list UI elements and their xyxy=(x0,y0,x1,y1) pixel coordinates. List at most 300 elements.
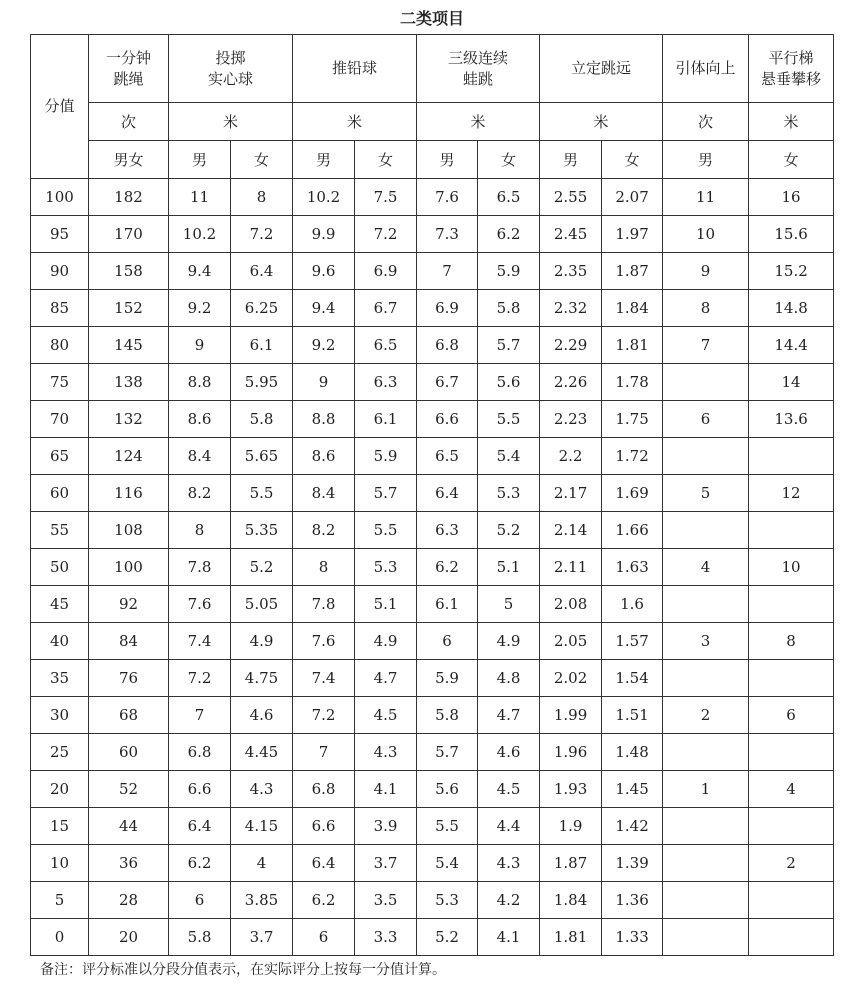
value-cell: 1.81 xyxy=(602,327,663,364)
value-cell xyxy=(663,882,749,919)
value-cell: 14.8 xyxy=(749,290,834,327)
value-cell: 182 xyxy=(89,179,169,216)
value-cell xyxy=(663,919,749,956)
value-cell: 6.2 xyxy=(293,882,355,919)
value-cell: 8 xyxy=(231,179,293,216)
value-cell: 5.5 xyxy=(478,401,540,438)
score-cell: 40 xyxy=(31,623,89,660)
value-cell: 2.11 xyxy=(540,549,602,586)
value-cell: 84 xyxy=(89,623,169,660)
value-cell xyxy=(749,882,834,919)
event-header-frog-jump xyxy=(417,35,540,103)
value-cell: 4.4 xyxy=(478,808,540,845)
value-cell: 5.9 xyxy=(417,660,478,697)
value-cell: 1.36 xyxy=(602,882,663,919)
value-cell: 1.93 xyxy=(540,771,602,808)
value-cell: 8.2 xyxy=(293,512,355,549)
table-row xyxy=(31,586,834,623)
table-title: 二类项目 xyxy=(399,9,464,28)
value-cell: 7.3 xyxy=(417,216,478,253)
value-cell: 2.45 xyxy=(540,216,602,253)
table-row xyxy=(31,697,834,734)
value-cell: 4.9 xyxy=(231,623,293,660)
value-cell: 1.57 xyxy=(602,623,663,660)
value-cell: 5.1 xyxy=(355,586,417,623)
value-cell: 152 xyxy=(89,290,169,327)
value-cell: 4.5 xyxy=(355,697,417,734)
value-cell: 9 xyxy=(663,253,749,290)
value-cell: 5.1 xyxy=(478,549,540,586)
value-cell: 5.6 xyxy=(417,771,478,808)
value-cell: 145 xyxy=(89,327,169,364)
value-cell: 9.4 xyxy=(169,253,231,290)
value-cell: 12 xyxy=(749,475,834,512)
score-cell: 75 xyxy=(31,364,89,401)
table-row xyxy=(31,808,834,845)
table-row xyxy=(31,919,834,956)
table-row xyxy=(31,327,834,364)
table-row xyxy=(31,179,834,216)
value-cell: 5.3 xyxy=(478,475,540,512)
value-cell: 2.2 xyxy=(540,438,602,475)
value-cell: 9.4 xyxy=(293,290,355,327)
value-cell: 3.9 xyxy=(355,808,417,845)
value-cell: 6.7 xyxy=(355,290,417,327)
value-cell: 4.8 xyxy=(478,660,540,697)
value-cell: 1.6 xyxy=(602,586,663,623)
value-cell: 1.48 xyxy=(602,734,663,771)
value-cell: 1.81 xyxy=(540,919,602,956)
value-cell: 6.4 xyxy=(293,845,355,882)
score-cell: 5 xyxy=(31,882,89,919)
gender-cell: 男 xyxy=(663,141,749,179)
table-row xyxy=(31,364,834,401)
value-cell: 4.9 xyxy=(355,623,417,660)
value-cell: 15.2 xyxy=(749,253,834,290)
value-cell xyxy=(663,808,749,845)
value-cell: 116 xyxy=(89,475,169,512)
value-cell: 2.35 xyxy=(540,253,602,290)
value-cell: 6.4 xyxy=(169,808,231,845)
value-cell: 5.95 xyxy=(231,364,293,401)
value-cell: 7 xyxy=(169,697,231,734)
value-cell: 4.75 xyxy=(231,660,293,697)
value-cell: 2.17 xyxy=(540,475,602,512)
value-cell: 6.6 xyxy=(169,771,231,808)
value-cell: 5.05 xyxy=(231,586,293,623)
table-row xyxy=(31,734,834,771)
value-cell: 8.2 xyxy=(169,475,231,512)
value-cell: 9.2 xyxy=(169,290,231,327)
table-row xyxy=(31,216,834,253)
event-header-pull-up: 引体向上 xyxy=(663,35,749,103)
score-cell: 0 xyxy=(31,919,89,956)
table-row xyxy=(31,623,834,660)
value-cell: 1.39 xyxy=(602,845,663,882)
value-cell: 4.7 xyxy=(355,660,417,697)
value-cell: 10 xyxy=(749,549,834,586)
event-header-ladder-l2: 悬垂攀移 xyxy=(761,69,822,88)
value-cell: 6 xyxy=(169,882,231,919)
score-cell: 95 xyxy=(31,216,89,253)
value-cell xyxy=(749,512,834,549)
value-cell: 7 xyxy=(293,734,355,771)
value-cell: 1.87 xyxy=(540,845,602,882)
event-header-ladder xyxy=(749,35,834,103)
value-cell: 4.3 xyxy=(231,771,293,808)
value-cell: 4.1 xyxy=(355,771,417,808)
event-header-shot-put: 推铅球 xyxy=(293,35,417,103)
value-cell: 15.6 xyxy=(749,216,834,253)
value-cell: 158 xyxy=(89,253,169,290)
value-cell xyxy=(663,845,749,882)
value-cell: 11 xyxy=(169,179,231,216)
value-cell: 8 xyxy=(293,549,355,586)
value-cell: 5.2 xyxy=(417,919,478,956)
value-cell: 5.8 xyxy=(478,290,540,327)
value-cell: 6.8 xyxy=(293,771,355,808)
value-cell: 4 xyxy=(749,771,834,808)
value-cell: 7.4 xyxy=(169,623,231,660)
value-cell: 14.4 xyxy=(749,327,834,364)
value-cell: 4.5 xyxy=(478,771,540,808)
value-cell: 6.1 xyxy=(355,401,417,438)
value-cell: 8 xyxy=(169,512,231,549)
value-cell xyxy=(749,919,834,956)
table-row xyxy=(31,549,834,586)
value-cell: 5.7 xyxy=(417,734,478,771)
value-cell: 170 xyxy=(89,216,169,253)
value-cell: 4.3 xyxy=(355,734,417,771)
value-cell: 8 xyxy=(749,623,834,660)
value-cell: 68 xyxy=(89,697,169,734)
value-cell: 6.7 xyxy=(417,364,478,401)
value-cell: 10 xyxy=(663,216,749,253)
value-cell: 3.7 xyxy=(355,845,417,882)
value-cell: 1.78 xyxy=(602,364,663,401)
value-cell: 6 xyxy=(749,697,834,734)
value-cell: 6.2 xyxy=(478,216,540,253)
value-cell xyxy=(749,808,834,845)
value-cell: 2.02 xyxy=(540,660,602,697)
value-cell: 6.5 xyxy=(478,179,540,216)
table-row xyxy=(31,845,834,882)
gender-cell: 男女 xyxy=(89,141,169,179)
value-cell: 6.4 xyxy=(417,475,478,512)
event-header-rope-skipping-l1: 一分钟 xyxy=(105,48,151,67)
value-cell: 1.84 xyxy=(540,882,602,919)
event-header-medicine-ball-l1: 投掷 xyxy=(215,48,246,67)
value-cell: 4 xyxy=(663,549,749,586)
value-cell: 4.9 xyxy=(478,623,540,660)
value-cell: 8.8 xyxy=(293,401,355,438)
value-cell: 5.8 xyxy=(417,697,478,734)
value-cell: 6.9 xyxy=(355,253,417,290)
value-cell: 5.2 xyxy=(478,512,540,549)
value-cell: 124 xyxy=(89,438,169,475)
gender-cell: 男 xyxy=(540,141,602,179)
unit-cell: 次 xyxy=(663,103,749,141)
value-cell: 7 xyxy=(663,327,749,364)
score-cell: 50 xyxy=(31,549,89,586)
gender-cell: 男 xyxy=(169,141,231,179)
value-cell: 7.6 xyxy=(293,623,355,660)
value-cell: 7.8 xyxy=(169,549,231,586)
score-cell: 65 xyxy=(31,438,89,475)
value-cell: 3.5 xyxy=(355,882,417,919)
value-cell: 5.2 xyxy=(231,549,293,586)
score-cell: 100 xyxy=(31,179,89,216)
value-cell: 4.15 xyxy=(231,808,293,845)
value-cell: 1.72 xyxy=(602,438,663,475)
gender-cell: 女 xyxy=(602,141,663,179)
value-cell: 6.4 xyxy=(231,253,293,290)
value-cell: 20 xyxy=(89,919,169,956)
score-cell: 90 xyxy=(31,253,89,290)
value-cell: 5.4 xyxy=(417,845,478,882)
value-cell: 8.6 xyxy=(169,401,231,438)
unit-cell: 米 xyxy=(540,103,663,141)
value-cell xyxy=(663,586,749,623)
value-cell: 8 xyxy=(663,290,749,327)
value-cell: 5.3 xyxy=(355,549,417,586)
event-header-rope-skipping xyxy=(89,35,169,103)
score-cell: 20 xyxy=(31,771,89,808)
unit-cell: 米 xyxy=(749,103,834,141)
value-cell: 9.6 xyxy=(293,253,355,290)
event-header-medicine-ball-l2: 实心球 xyxy=(208,69,254,88)
value-cell: 5.4 xyxy=(478,438,540,475)
value-cell: 5.5 xyxy=(355,512,417,549)
value-cell: 6.8 xyxy=(417,327,478,364)
value-cell: 76 xyxy=(89,660,169,697)
table-row xyxy=(31,475,834,512)
value-cell: 1.84 xyxy=(602,290,663,327)
value-cell: 2.08 xyxy=(540,586,602,623)
value-cell: 8.4 xyxy=(293,475,355,512)
value-cell: 5 xyxy=(478,586,540,623)
value-cell: 1.75 xyxy=(602,401,663,438)
value-cell: 28 xyxy=(89,882,169,919)
value-cell: 7.2 xyxy=(293,697,355,734)
value-cell: 5.9 xyxy=(478,253,540,290)
value-cell: 1.54 xyxy=(602,660,663,697)
value-cell: 3 xyxy=(663,623,749,660)
value-cell: 6.6 xyxy=(293,808,355,845)
value-cell: 3.85 xyxy=(231,882,293,919)
value-cell: 6.8 xyxy=(169,734,231,771)
value-cell: 7.5 xyxy=(355,179,417,216)
table-row xyxy=(31,771,834,808)
value-cell: 6.3 xyxy=(417,512,478,549)
value-cell: 4.3 xyxy=(478,845,540,882)
value-cell: 5.6 xyxy=(478,364,540,401)
value-cell xyxy=(663,438,749,475)
footnote: 备注：评分标准以分段分值表示，在实际评分上按每一分值计算。 xyxy=(40,962,446,978)
value-cell: 6.25 xyxy=(231,290,293,327)
value-cell: 10.2 xyxy=(169,216,231,253)
value-cell: 5.8 xyxy=(169,919,231,956)
event-header-long-jump: 立定跳远 xyxy=(540,35,663,103)
value-cell: 6.1 xyxy=(417,586,478,623)
table-row xyxy=(31,253,834,290)
value-cell: 132 xyxy=(89,401,169,438)
value-cell: 6.6 xyxy=(417,401,478,438)
value-cell: 3.7 xyxy=(231,919,293,956)
value-cell: 9 xyxy=(293,364,355,401)
table-row xyxy=(31,512,834,549)
value-cell: 1 xyxy=(663,771,749,808)
score-cell: 10 xyxy=(31,845,89,882)
value-cell: 2.05 xyxy=(540,623,602,660)
value-cell: 6 xyxy=(417,623,478,660)
value-cell: 2.26 xyxy=(540,364,602,401)
value-cell: 44 xyxy=(89,808,169,845)
value-cell: 1.45 xyxy=(602,771,663,808)
value-cell: 4.2 xyxy=(478,882,540,919)
gender-cell: 男 xyxy=(293,141,355,179)
value-cell: 16 xyxy=(749,179,834,216)
value-cell: 60 xyxy=(89,734,169,771)
value-cell xyxy=(663,364,749,401)
table-row xyxy=(31,401,834,438)
unit-cell: 米 xyxy=(293,103,417,141)
value-cell: 7.2 xyxy=(231,216,293,253)
score-cell: 85 xyxy=(31,290,89,327)
value-cell: 14 xyxy=(749,364,834,401)
value-cell: 1.99 xyxy=(540,697,602,734)
score-column-header: 分值 xyxy=(31,35,89,179)
unit-cell: 次 xyxy=(89,103,169,141)
value-cell: 4.6 xyxy=(231,697,293,734)
table-row xyxy=(31,660,834,697)
value-cell: 92 xyxy=(89,586,169,623)
value-cell: 5.5 xyxy=(417,808,478,845)
value-cell: 4 xyxy=(231,845,293,882)
value-cell: 7.2 xyxy=(355,216,417,253)
table-row xyxy=(31,290,834,327)
value-cell: 1.87 xyxy=(602,253,663,290)
value-cell: 6.5 xyxy=(355,327,417,364)
value-cell: 7.8 xyxy=(293,586,355,623)
value-cell: 1.97 xyxy=(602,216,663,253)
value-cell: 3.3 xyxy=(355,919,417,956)
value-cell: 7.4 xyxy=(293,660,355,697)
value-cell xyxy=(749,586,834,623)
score-cell: 35 xyxy=(31,660,89,697)
value-cell: 5.5 xyxy=(231,475,293,512)
gender-cell: 女 xyxy=(355,141,417,179)
value-cell: 9.9 xyxy=(293,216,355,253)
value-cell: 6.2 xyxy=(169,845,231,882)
event-header-rope-skipping-l2: 跳绳 xyxy=(113,69,144,88)
value-cell: 1.96 xyxy=(540,734,602,771)
table-row xyxy=(31,882,834,919)
value-cell: 6 xyxy=(663,401,749,438)
event-header-ladder-l1: 平行梯 xyxy=(768,48,814,67)
score-cell: 45 xyxy=(31,586,89,623)
value-cell: 2 xyxy=(749,845,834,882)
value-cell: 2 xyxy=(663,697,749,734)
value-cell: 2.32 xyxy=(540,290,602,327)
value-cell: 8.6 xyxy=(293,438,355,475)
value-cell: 7.6 xyxy=(169,586,231,623)
unit-cell: 米 xyxy=(169,103,293,141)
value-cell: 6.9 xyxy=(417,290,478,327)
value-cell: 2.14 xyxy=(540,512,602,549)
value-cell: 5.8 xyxy=(231,401,293,438)
score-cell: 25 xyxy=(31,734,89,771)
value-cell: 5.65 xyxy=(231,438,293,475)
value-cell xyxy=(749,734,834,771)
value-cell: 100 xyxy=(89,549,169,586)
value-cell: 4.45 xyxy=(231,734,293,771)
value-cell: 9.2 xyxy=(293,327,355,364)
value-cell xyxy=(749,660,834,697)
score-cell: 15 xyxy=(31,808,89,845)
value-cell: 5.7 xyxy=(478,327,540,364)
value-cell: 7 xyxy=(417,253,478,290)
value-cell: 6.1 xyxy=(231,327,293,364)
value-cell: 8.4 xyxy=(169,438,231,475)
value-cell: 1.66 xyxy=(602,512,663,549)
value-cell: 6.5 xyxy=(417,438,478,475)
value-cell: 1.33 xyxy=(602,919,663,956)
value-cell: 1.69 xyxy=(602,475,663,512)
value-cell: 11 xyxy=(663,179,749,216)
gender-cell: 女 xyxy=(749,141,834,179)
value-cell: 6 xyxy=(293,919,355,956)
value-cell: 1.42 xyxy=(602,808,663,845)
score-cell: 30 xyxy=(31,697,89,734)
value-cell: 2.29 xyxy=(540,327,602,364)
value-cell: 36 xyxy=(89,845,169,882)
value-cell: 13.6 xyxy=(749,401,834,438)
table-body xyxy=(31,179,834,956)
value-cell: 1.9 xyxy=(540,808,602,845)
value-cell: 52 xyxy=(89,771,169,808)
value-cell: 5.7 xyxy=(355,475,417,512)
table-row xyxy=(31,438,834,475)
unit-cell: 米 xyxy=(417,103,540,141)
value-cell: 6.2 xyxy=(417,549,478,586)
value-cell: 2.23 xyxy=(540,401,602,438)
gender-cell: 男 xyxy=(417,141,478,179)
value-cell: 108 xyxy=(89,512,169,549)
score-cell: 60 xyxy=(31,475,89,512)
value-cell: 4.1 xyxy=(478,919,540,956)
value-cell xyxy=(663,734,749,771)
value-cell xyxy=(749,438,834,475)
gender-cell: 女 xyxy=(478,141,540,179)
value-cell: 5.35 xyxy=(231,512,293,549)
score-cell: 55 xyxy=(31,512,89,549)
value-cell: 1.63 xyxy=(602,549,663,586)
value-cell: 9 xyxy=(169,327,231,364)
scoring-table xyxy=(30,34,834,956)
event-header-frog-jump-l1: 三级连续 xyxy=(448,48,509,67)
value-cell: 5.3 xyxy=(417,882,478,919)
score-cell: 70 xyxy=(31,401,89,438)
value-cell: 7.6 xyxy=(417,179,478,216)
event-header-frog-jump-l2: 蛙跳 xyxy=(463,69,494,88)
value-cell: 5 xyxy=(663,475,749,512)
score-cell: 80 xyxy=(31,327,89,364)
value-cell: 7.2 xyxy=(169,660,231,697)
value-cell: 10.2 xyxy=(293,179,355,216)
value-cell: 2.55 xyxy=(540,179,602,216)
value-cell: 8.8 xyxy=(169,364,231,401)
